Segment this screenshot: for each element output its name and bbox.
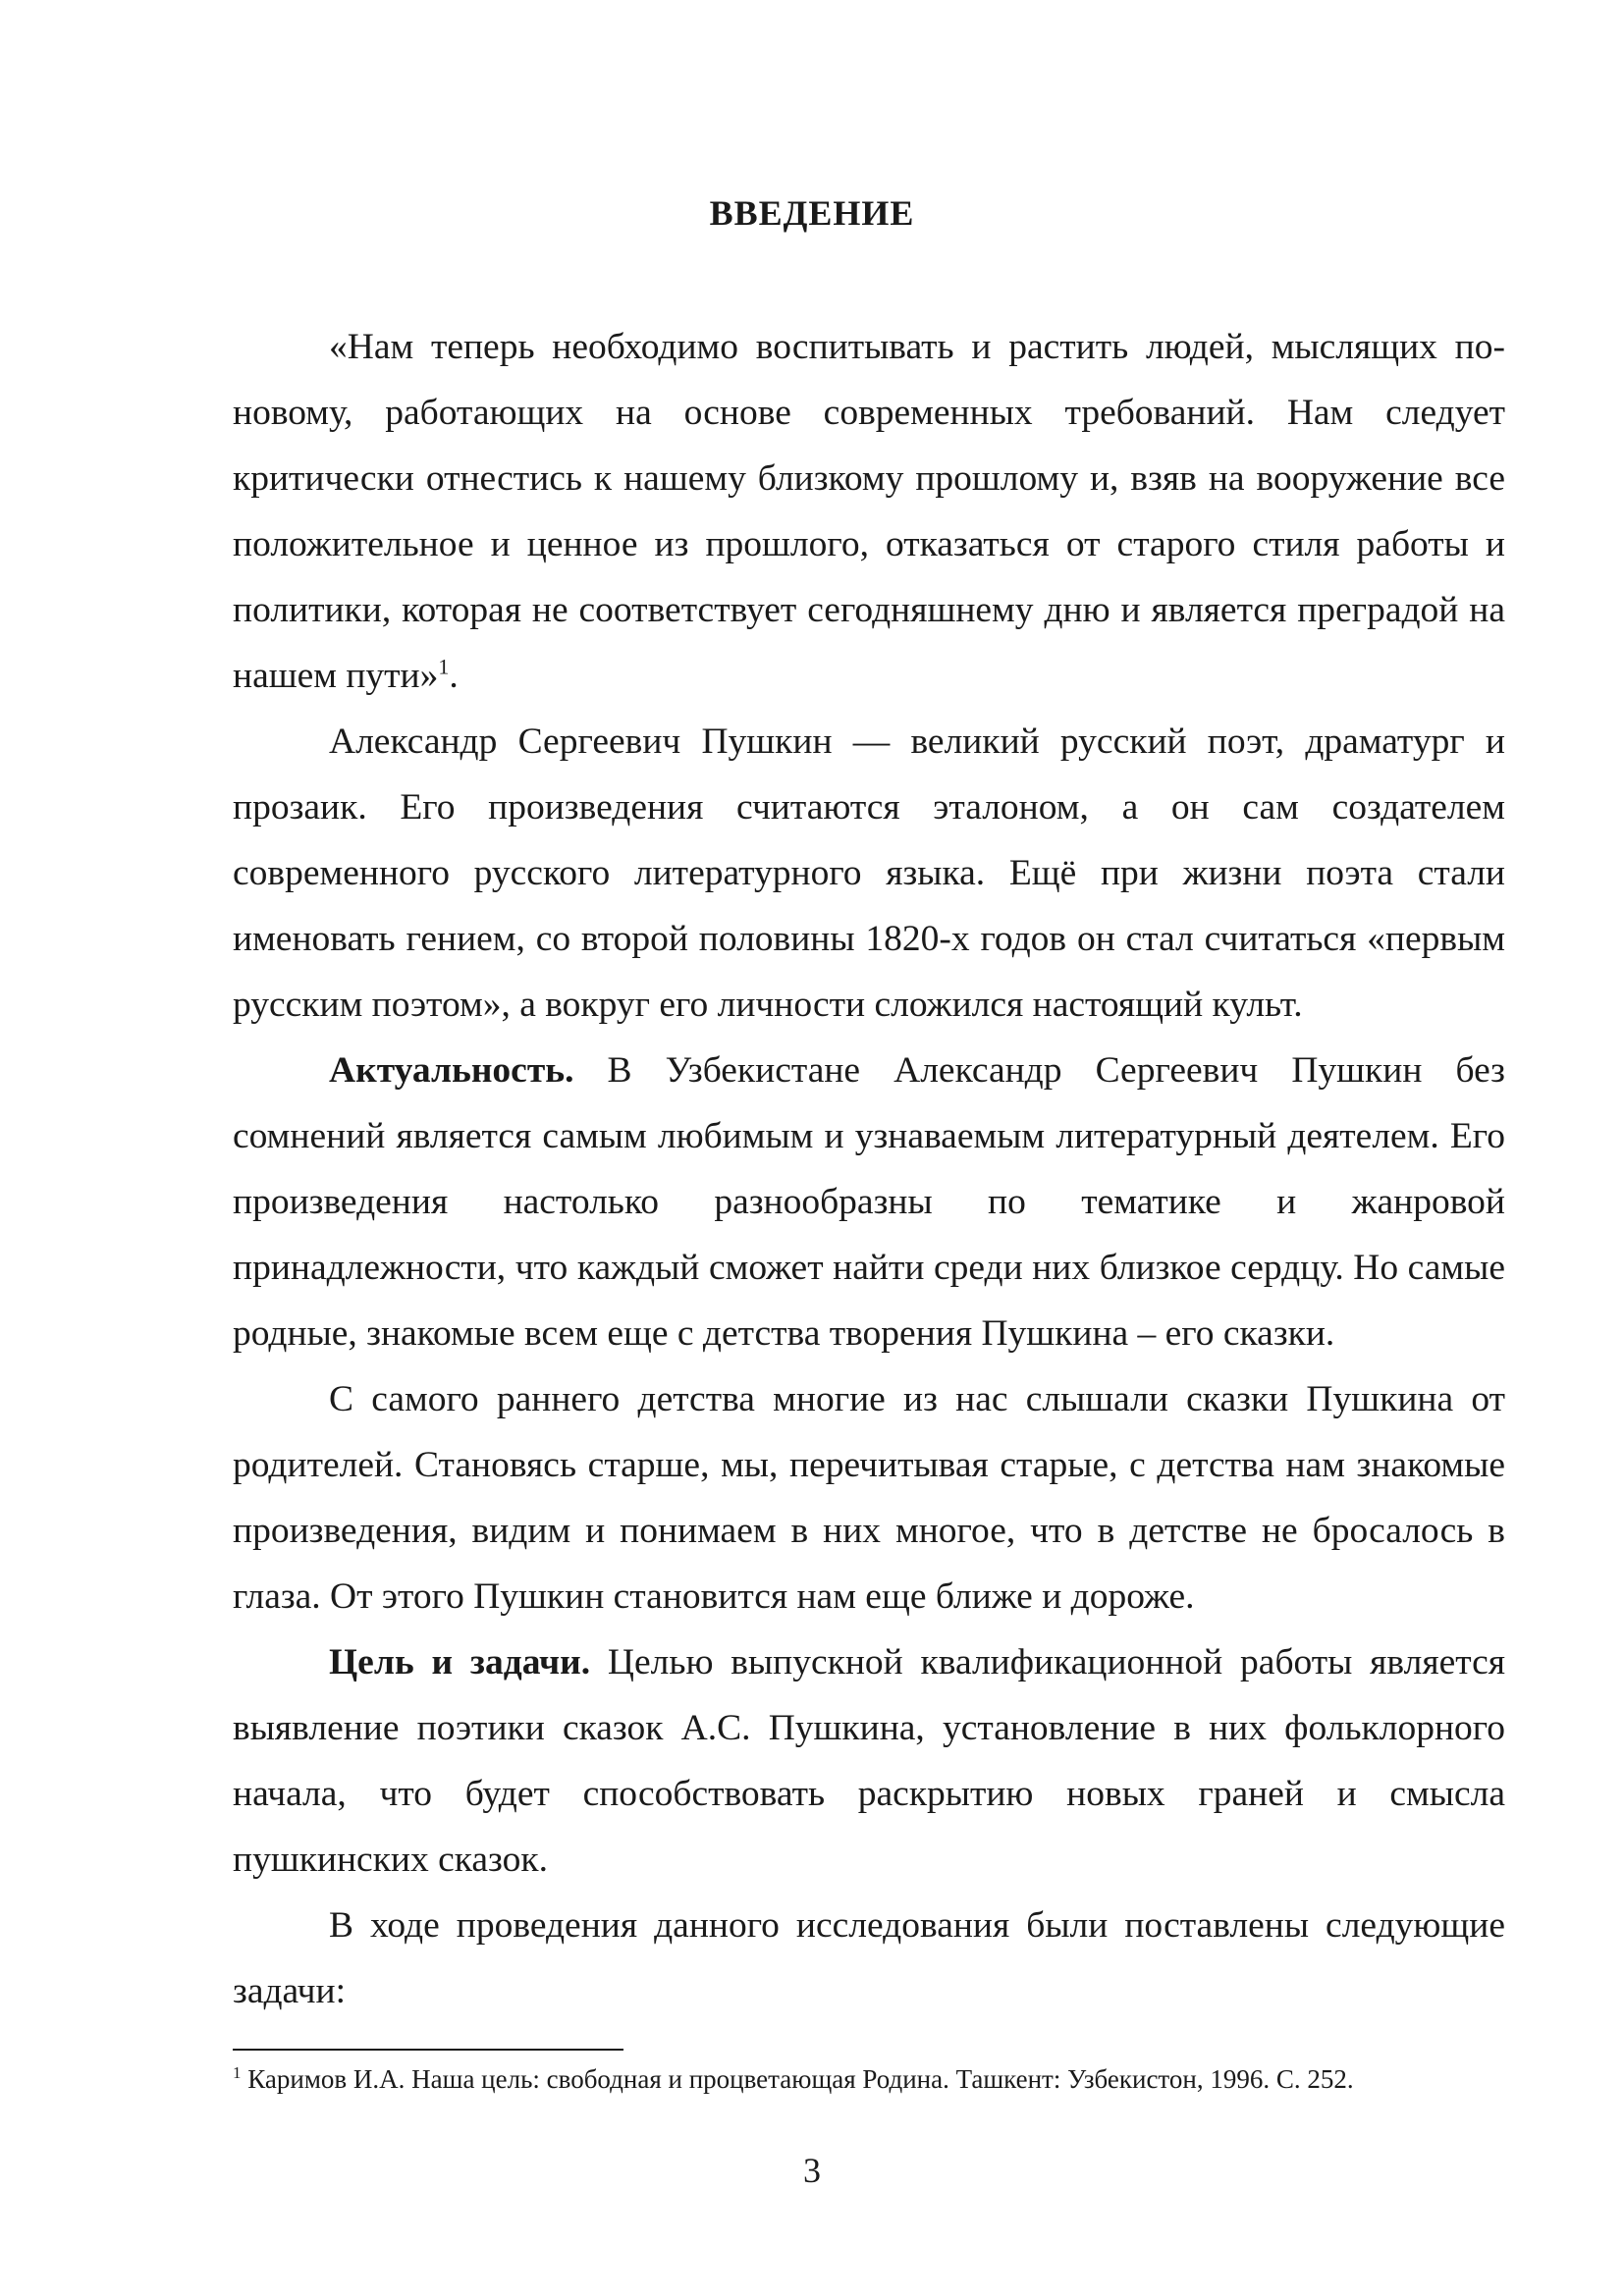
footnote-divider [233,2049,623,2051]
paragraph-text: Александр Сергеевич Пушкин — великий русский поэт, драматург и прозаик. Его произведения считаются эталоном, а он сам создателем современного русского литературного языка. Ещё при жизни поэта стали именовать гением, со второй половины 1820-х годов он стал считаться «первым русским поэтом», а вокруг его личности сложился настоящий культ. [233,721,1505,1025]
page-title: ВВЕДЕНИЕ [709,193,915,233]
paragraph-goals [233,1629,1505,1893]
page-number: 3 [803,2151,821,2190]
paragraph-tail: . [449,656,459,696]
footnote-text: Каримов И.А. Наша цель: свободная и процветающая Родина. Ташкент: Узбекистон, 1996. С. 252. [241,2064,1354,2094]
paragraph-lead-goals: Цель и задачи. [329,1642,591,1682]
paragraph-tasks [233,1893,1505,2024]
paragraph-text: Целью выпускной квалификационной работы является выявление поэтики сказок А.С. Пушкина, установление в них фольклорного начала, что будет способствовать раскрытию новых граней и смысла пушкинских сказок. [233,1642,1505,1880]
paragraph-lead-relevance: Актуальность. [329,1050,574,1091]
paragraph-quote [233,314,1505,709]
paragraph-text: В Узбекистане Александр Сергеевич Пушкин без сомнений является самым любимым и узнаваемым литературный деятелем. Его произведения настолько разнообразны по тематике и жанровой принадлежности, что каждый сможет найти среди них близкое сердцу. Но самые родные, знакомые всем еще с детства творения Пушкина – его сказки. [233,1050,1505,1354]
footnote-marker: 1 [233,2063,242,2082]
footnote-reference[interactable]: 1 [438,654,450,679]
paragraph-childhood [233,1366,1505,1629]
paragraph-relevance [233,1038,1505,1366]
paragraph-text: С самого раннего детства многие из нас слышали сказки Пушкина от родителей. Становясь старше, мы, перечитывая старые, с детства нам знакомые произведения, видим и понимаем в них многое, что в детстве не бросалось в глаза. От этого Пушкин становится нам еще ближе и дороже. [233,1379,1505,1617]
paragraph-pushkin-intro [233,709,1505,1038]
paragraph-text: «Нам теперь необходимо воспитывать и растить людей, мыслящих по-новому, работающих на основе современных требований. Нам следует критически отнестись к нашему близкому прошлому и, взяв на вооружение все положительное и ценное из прошлого, отказаться от старого стиля работы и политики, которая не соответствует сегодняшнему дню и является преградой на нашем пути» [233,327,1505,696]
paragraph-text: В ходе проведения данного исследования были поставлены следующие задачи: [233,1905,1505,2011]
document-body [233,314,1505,2024]
footnote [233,2059,1354,2099]
